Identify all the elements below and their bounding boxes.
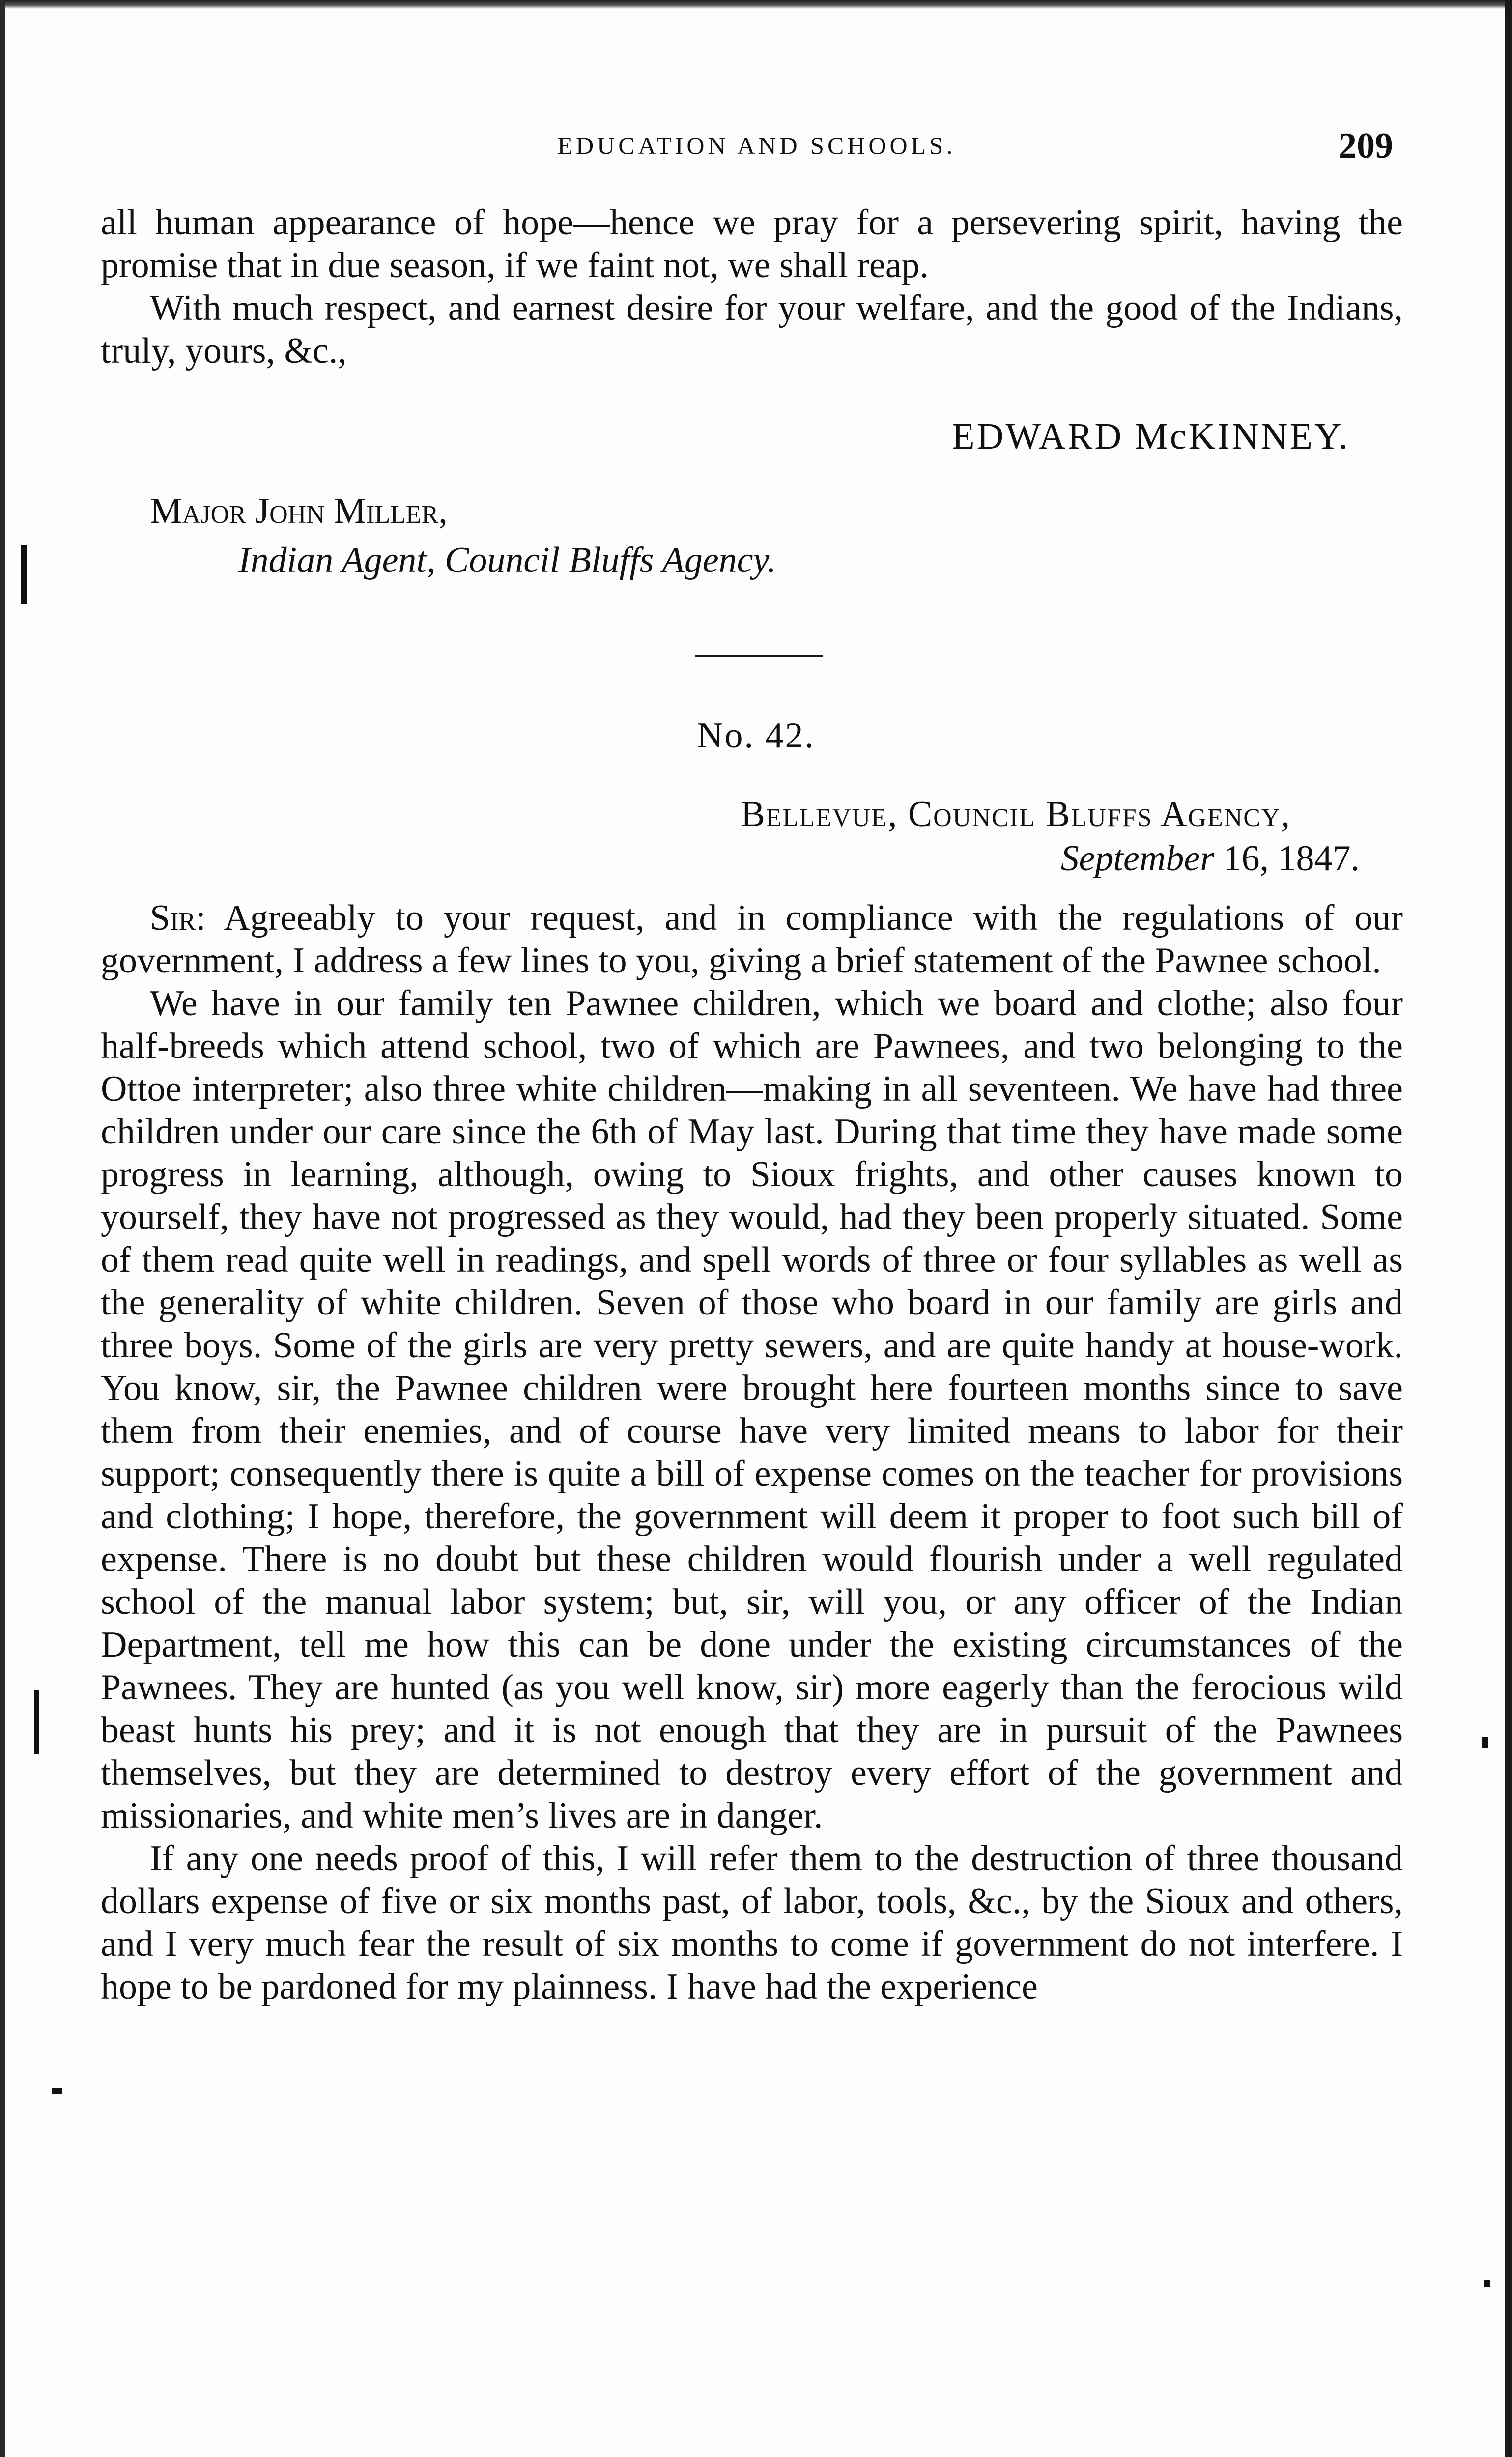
page-header — [120, 125, 1393, 170]
letter1-signer: EDWARD McKINNEY. — [952, 416, 1350, 457]
page-left-edge — [0, 0, 5, 2457]
date-rest: 16, 1847. — [1214, 838, 1360, 879]
letter2-paragraph-1-text: Agreeably to your request, and in compliance with the regulations of our government, I address a few lines to you, giving a brief statement of the Pawnee school. — [101, 898, 1403, 981]
margin-mark — [34, 1690, 39, 1754]
date-month: September — [1060, 838, 1214, 879]
letter2-place: Bellevue, Council Bluffs Agency, — [741, 794, 1291, 834]
salutation: Sir: — [150, 898, 206, 938]
letter-closing-text — [101, 201, 1403, 372]
page-right-edge — [1505, 0, 1512, 2457]
section-divider — [695, 655, 823, 657]
letter2-date — [1061, 838, 1360, 880]
letter2-body — [101, 897, 1403, 2008]
margin-mark — [1484, 2280, 1490, 2287]
letter1-paragraph-1: all human appearance of hope—hence we pray for a persevering spirit, having the promise that in due season, if we faint not, we shall reap. — [101, 202, 1403, 286]
margin-mark — [21, 545, 27, 604]
margin-mark — [1482, 1737, 1488, 1748]
page-top-edge — [0, 0, 1512, 9]
letter2-paragraph-3: If any one needs proof of this, I will refer them to the destruction of three thousand dollars expense of five or six months past, of labor, tools, &c., by the Sioux and others, and I very much fear the result of six months to come if government do not interfere. I hope to be pardoned for my plainness. I have had the experience — [101, 1838, 1403, 2007]
running-head: EDUCATION AND SCHOOLS. — [557, 132, 956, 159]
addressee-title: Indian Agent, Council Bluffs Agency. — [238, 540, 776, 580]
document-number: No. 42. — [697, 715, 815, 756]
addressee-name: Major John Miller, — [150, 491, 448, 531]
letter2-paragraph-1 — [101, 897, 1403, 982]
letter2-paragraph-2: We have in our family ten Pawnee children, which we board and clothe; also four half-breeds which attend school, two of which are Pawnees, and two belonging to the Ottoe interpreter; also three white children—making in all seventeen. We have had three children under our care since the 6th of May last. During that time they have made some progress in learning, although, owing to Sioux frights, and other causes known to yourself, they have not progressed as they would, had they been properly situated. Some of them read quite well in readings, and spell words of three or four syllables as well as the generality of white children. Seven of those who board in our family are girls and three boys. Some of the girls are very pretty sewers, and are quite handy at house-work. You know, sir, the Pawnee children were brought here fourteen months since to save them from their enemies, and of course have very limited means to labor for their support; consequently there is quite a bill of expense comes on the teacher for provisions and clothing; I hope, therefore, the government will deem it proper to foot such bill of expense. There is no doubt but these children would flourish under a well regulated school of the manual labor system; but, sir, will you, or any officer of the Indian Department, tell me how this can be done under the existing circumstances of the Pawnees. They are hunted (as you well know, sir) more eagerly than the ferocious wild beast hunts his prey; and it is not enough that they are in pursuit of the Pawnees themselves, but they are determined to destroy every effort of the government and missionaries, and white men’s lives are in danger. — [101, 983, 1403, 1836]
margin-mark — [52, 2088, 62, 2094]
letter1-addressee — [150, 486, 776, 585]
letter1-paragraph-2: With much respect, and earnest desire for your welfare, and the good of the Indians, truly, yours, &c., — [101, 288, 1403, 371]
page-number: 209 — [1339, 126, 1393, 166]
